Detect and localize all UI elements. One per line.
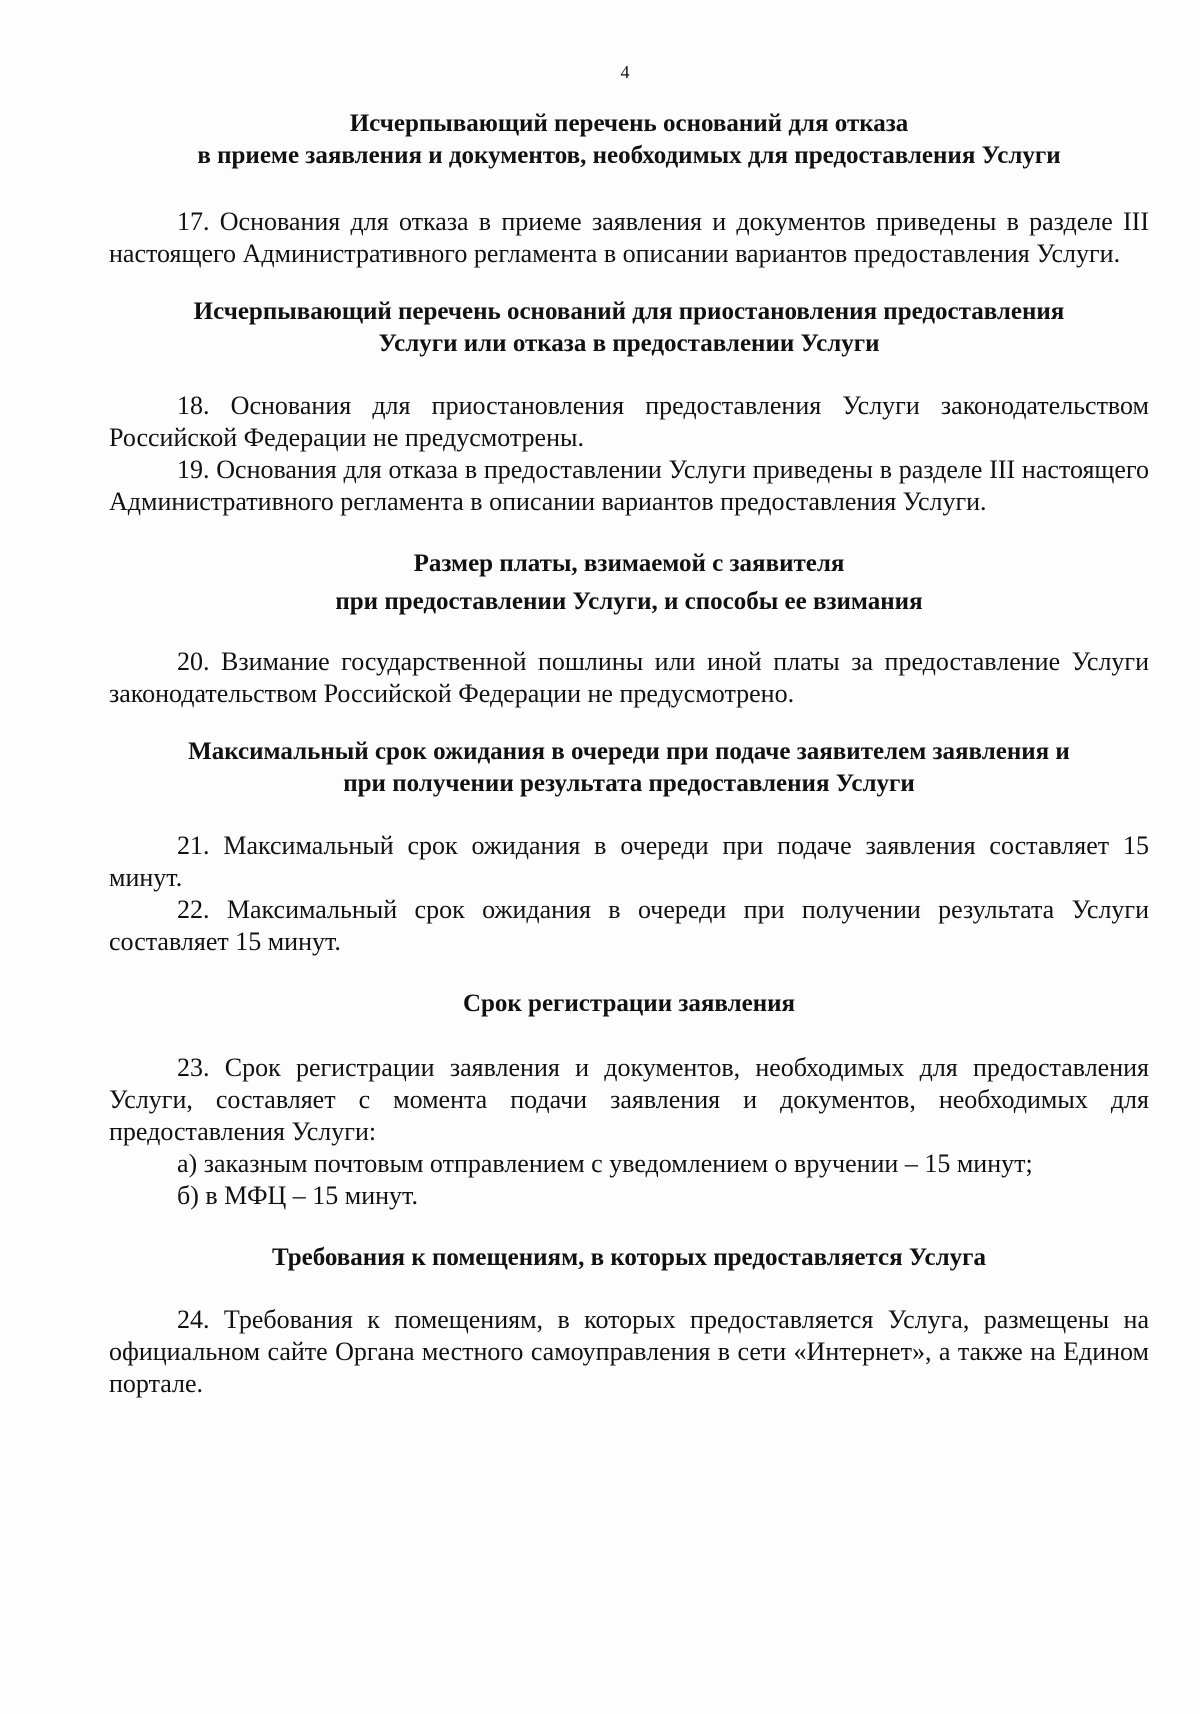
paragraph-21: 21. Максимальный срок ожидания в очереди при подаче заявления составляет 15 минут. [109, 831, 1149, 892]
list-item-b: б) в МФЦ – 15 минут. [177, 1181, 418, 1210]
heading-line: Услуги или отказа в предоставлении Услуги [378, 330, 880, 357]
paragraph-18: 18. Основания для приостановления предоставления Услуги законодательством Российской Федерации не предусмотрены. [109, 391, 1149, 452]
paragraph-20: 20. Взимание государственной пошлины или иной платы за предоставление Услуги законодательством Российской Федерации не предусмотрено. [109, 647, 1149, 708]
heading-line: Исчерпывающий перечень оснований для приостановления предоставления [193, 298, 1065, 325]
list-item-a: а) заказным почтовым отправлением с уведомлением о вручении – 15 минут; [177, 1149, 1033, 1178]
heading-line: Размер платы, взимаемой с заявителя [413, 550, 845, 577]
section-heading-premises [109, 1242, 1149, 1274]
heading-line: в приеме заявления и документов, необходимых для предоставления Услуги [197, 142, 1061, 169]
paragraph-19: 19. Основания для отказа в предоставлении Услуги приведены в разделе III настоящего Административного регламента в описании вариантов предоставления Услуги. [109, 455, 1149, 516]
paragraph-22: 22. Максимальный срок ожидания в очереди при получении результата Услуги составляет 15 минут. [109, 895, 1149, 956]
page-number: 4 [620, 62, 630, 82]
heading-line: при получении результата предоставления Услуги [343, 770, 915, 797]
section-heading-registration-time [109, 988, 1149, 1020]
heading-line: при предоставлении Услуги, и способы ее взимания [335, 588, 923, 615]
paragraph-23: 23. Срок регистрации заявления и документов, необходимых для предоставления Услуги, составляет с момента подачи заявления и документов, необходимых для предоставления Услуги: [109, 1053, 1149, 1146]
heading-line: Максимальный срок ожидания в очереди при подаче заявителем заявления и [188, 738, 1070, 765]
paragraph-24: 24. Требования к помещениям, в которых предоставляется Услуга, размещены на официальном сайте Органа местного самоуправления в сети «Интернет», а также на Едином портале. [109, 1305, 1149, 1398]
heading-line: Исчерпывающий перечень оснований для отказа [349, 110, 909, 137]
section-heading-refusal-acceptance [109, 108, 1149, 172]
heading-line: Срок регистрации заявления [462, 990, 796, 1017]
document-body [109, 108, 1149, 1400]
paragraph-17: 17. Основания для отказа в приеме заявления и документов приведены в разделе III настоящего Административного регламента в описании вариантов предоставления Услуги. [109, 207, 1149, 268]
section-heading-fee [109, 548, 1149, 618]
heading-line: Требования к помещениям, в которых предоставляется Услуга [271, 1244, 987, 1271]
section-heading-suspension [109, 296, 1149, 360]
section-heading-queue-time [109, 736, 1149, 800]
